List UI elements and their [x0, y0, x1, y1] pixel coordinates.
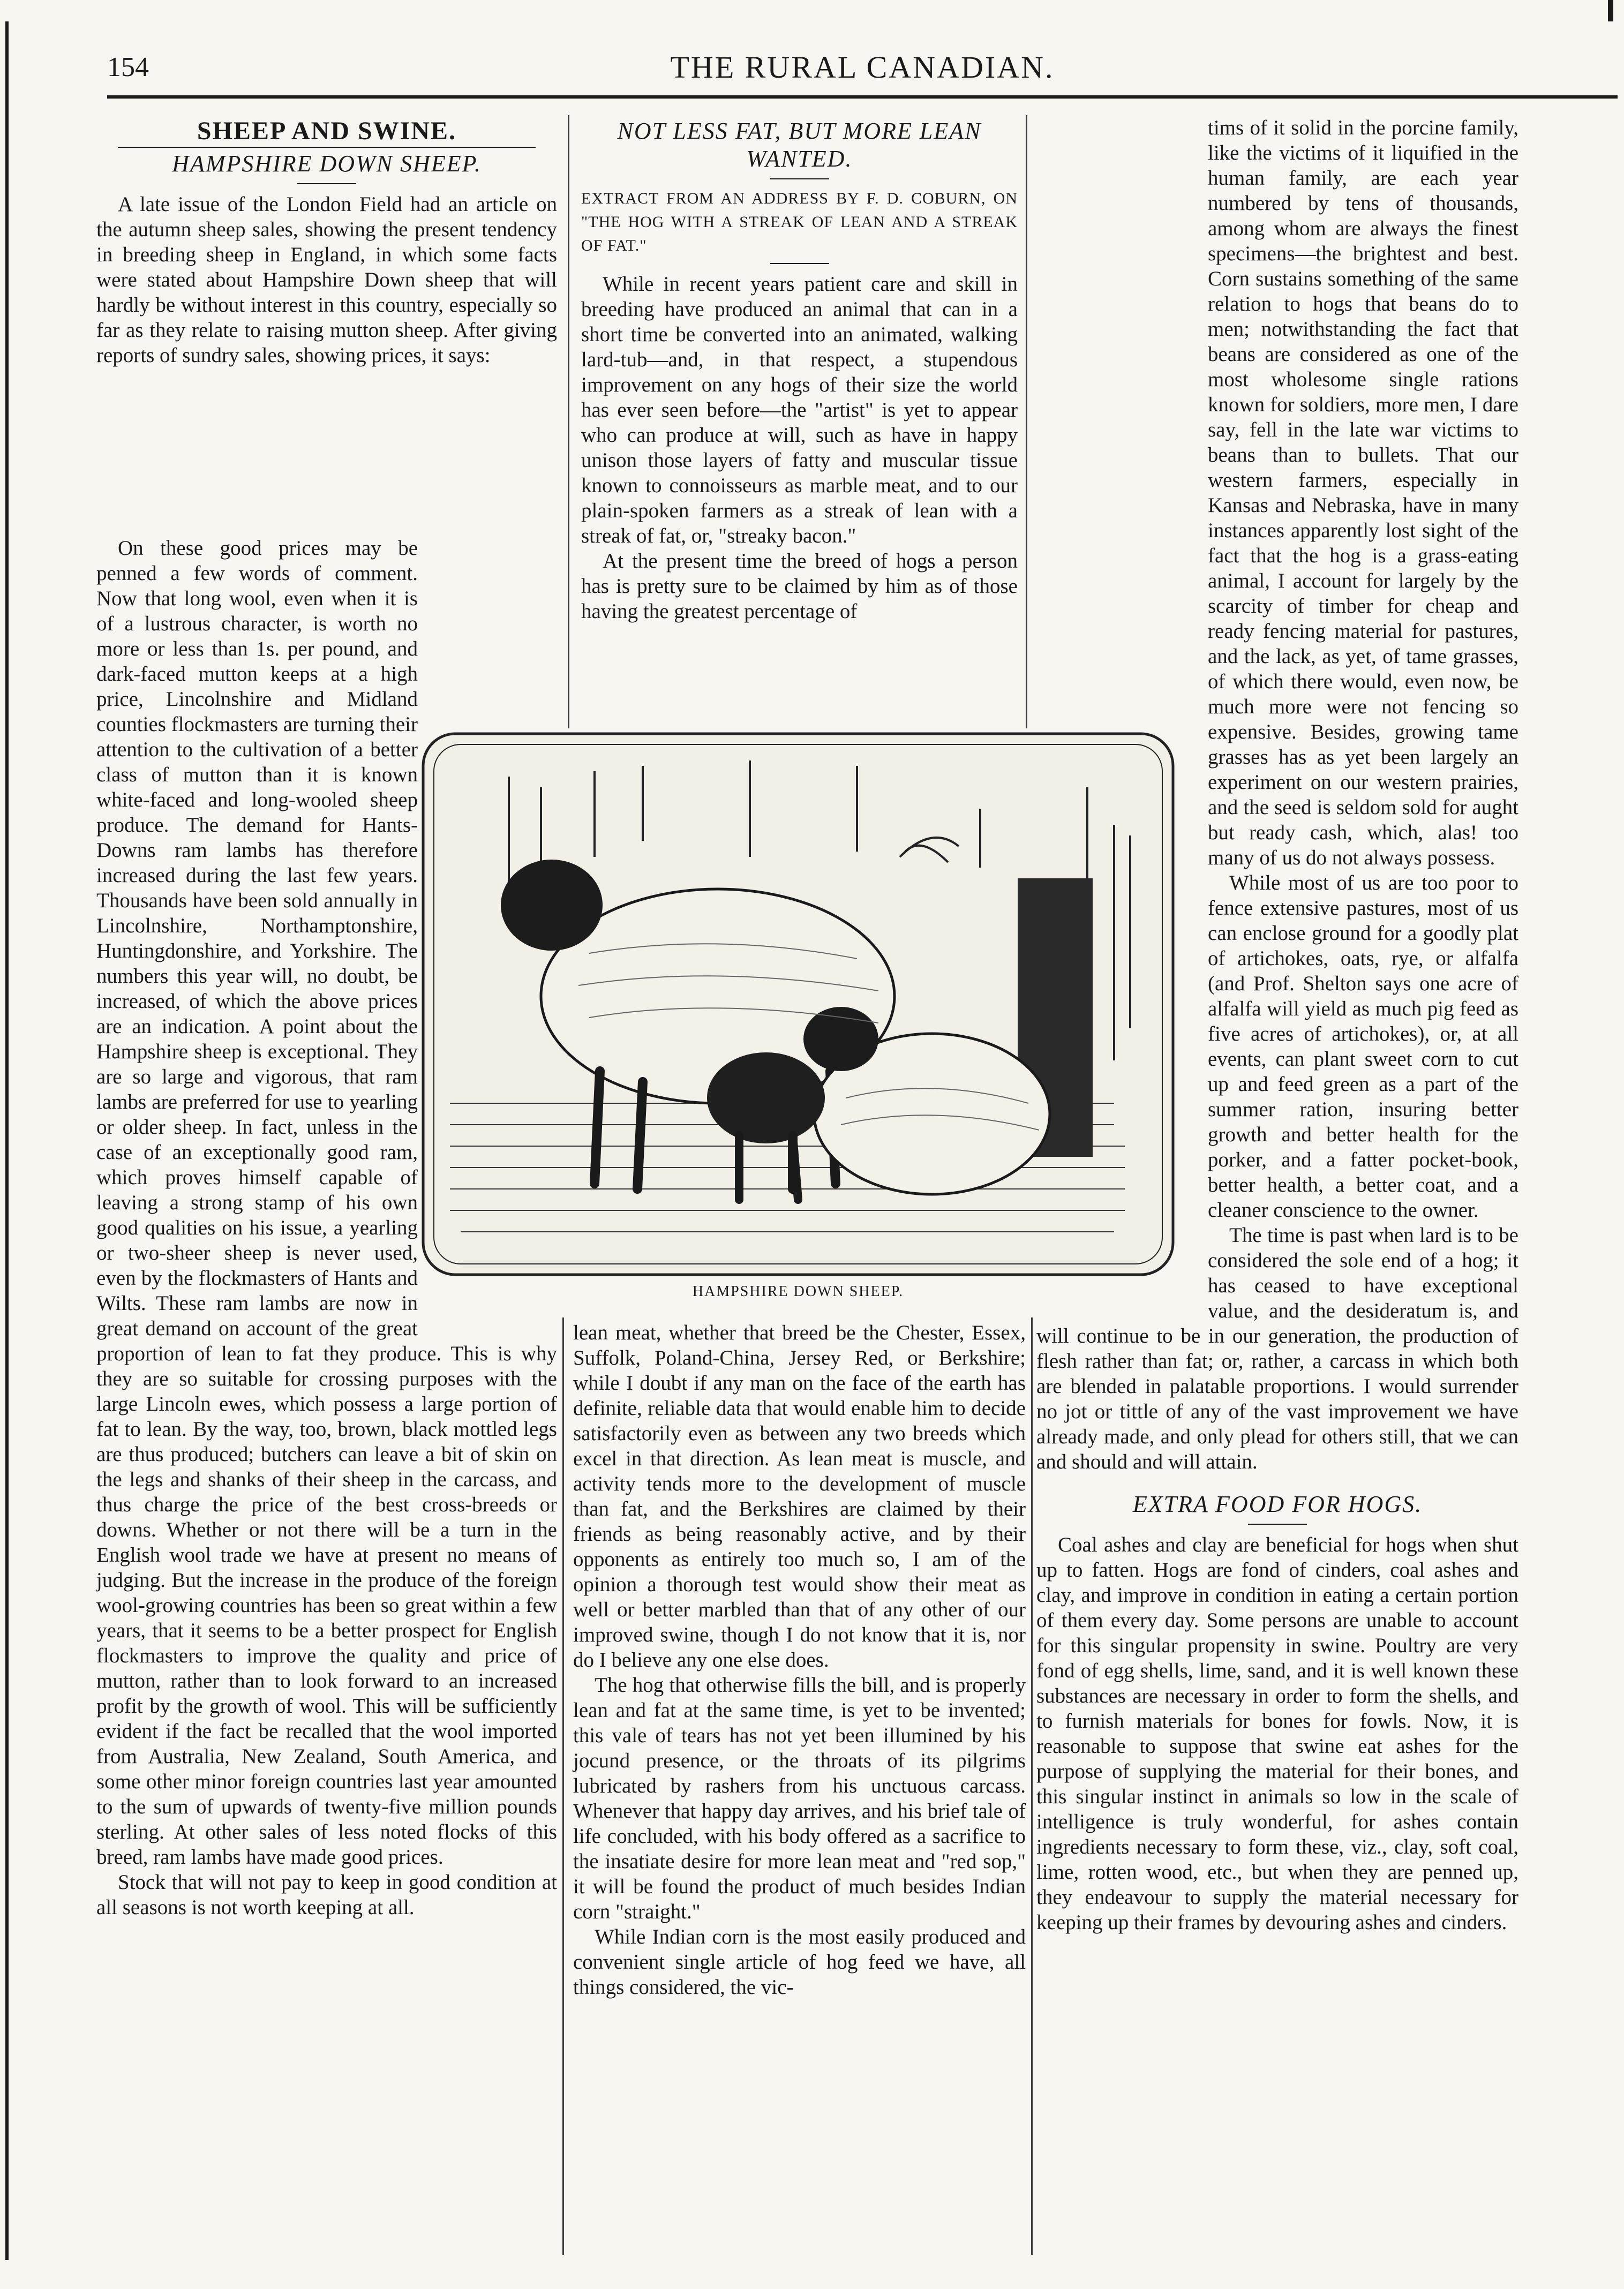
sheep-engraving-image — [418, 728, 1178, 1280]
article-title-extra-food: EXTRA FOOD FOR HOGS. — [1132, 1491, 1423, 1517]
paragraph: The time is past when lard is to be considered the sole end of a hog; it has ceased to have exceptional value, and the desideratum is, and will continue to be in our generation, the production of flesh rather than fat; or, rather, a carcass in which both are blended in palatable proportions. I would surrender no jot or tittle of any of the vast improvement we have already made, and only plead for others still, that we can and should and will attain. — [1036, 1224, 1518, 1473]
column-divider-1 — [568, 115, 569, 728]
section-rule — [118, 147, 536, 148]
title-rule — [1248, 1524, 1307, 1525]
title-rule — [770, 178, 829, 179]
paragraph: The hog that otherwise fills the bill, and is properly lean and fat at the same time, is yet to be invented; this vale of tears has not yet been illumined by his jocund presence, or the throats of its pilgrims lubricated by rashers from his unctuous carcass. Whenever that happy day arrives, and his brief tale of life concluded, with his body offered as a sacrifice to the insatiate desire for more lean meat and "red sop," it will be found the product of much besides Indian corn "straight." — [573, 1674, 1026, 1923]
paragraph: While most of us are too poor to fence extensive pastures, most of us can enclose ground for a goodly plat of artichokes, oats, rye, or alfalfa (and Prof. Shelton says one acre of alfalfa will yield as much pig feed as five acres of artichokes), or, at all events, can plant sweet corn to cut up and feed green as a part of the summer ration, insuring better growth and better health for the porker, and a fatter pocket-book, better health, a better coat, and a cleaner conscience to the owner. — [1208, 871, 1518, 1222]
running-title: THE RURAL CANADIAN. — [670, 50, 1055, 85]
section-title: SHEEP AND SWINE. — [197, 117, 457, 145]
paragraph: At the present time the breed of hogs a person has is pretty sure to be claimed by him as of those having the greatest percentage of — [581, 549, 1018, 623]
paragraph: A late issue of the London Field had an article on the autumn sheep sales, showing the present tendency in breeding sheep in England, in which some facts were stated about Hampshire Down sheep that will hardly be without interest in this country, especially so far as they relate to raising mutton sheep. After giving reports of sundry sales, showing prices, it says: — [96, 193, 557, 367]
comment-paragraph: On these good prices may be penned a few words of comment. Now that long wool, even when it is of a lustrous character, is worth no more or less than 1s. per pound, and dark-faced mutton keeps at a high price, Lincolnshire and Midland counties flockmasters are turning their attention to the cultivation of a better class of mutton than it is known white-faced and long-wooled sheep produce. The demand for Hants-Downs ram lambs has therefore increased during the last few years. Thousands have been sold annually in Lincolnshire, Northamptonshire, Huntingdonshire, and Yorkshire. The numbers this year will, no doubt, be increased, of which the above prices are an indication. A point about the Hampshire sheep is exceptional. They are so large and vigorous, that ram lambs are preferred for use to yearling or older sheep. In fact, unless in the case of an exceptionally good ram, which proves himself capable of leaving a strong stamp of his own good qualities on his issue, a yearling or two-sheer sheep is never used, even by the flockmasters of Hants and Wilts. These ram lambs are now in great demand on account of the great proportion of lean to fat they produce. This is why they are so suitable for crossing purposes with the large Lincoln ewes, which possess a large portion of fat to lean. By the way, too, brown, black mottled legs are thus produced; butchers can leave a bit of skin on the legs and shanks of their sheep in the carcass, and thus charge the price of the best cross-breeds or downs. Whether or not there will be a turn in the English wool trade we have at present no means of judging. But the increase in the produce of the foreign wool-growing countries has been so great within a few years, that it seems to be a better prospect for English flockmasters to improve the quality and price of mutton, rather than to look forward to an increased profit by the growth of wool. This will be sufficiently evident if the fact be recalled that the wool imported from Australia, New Zealand, South America, and some other minor foreign countries last year amounted to the sum of upwards of twenty-five million pounds sterling. At other sales of less noted flocks of this breed, ram lambs have made good prices. — [96, 537, 557, 1869]
figure-caption: HAMPSHIRE DOWN SHEEP. — [692, 1283, 904, 1300]
paragraph: While Indian corn is the most easily produced and convenient single article of hog feed we have, all things considered, the vic- — [573, 1925, 1026, 1999]
paragraph: Coal ashes and clay are beneficial for hogs when shut up to fatten. Hogs are fond of cinders, coal ashes and clay, and improve in condition in eating a certain portion of them every day. Some persons are unable to account for this singular propensity in swine. Poultry are very fond of egg shells, lime, sand, and it is well known these substances are necessary in order to form the shells, and to furnish materials for bones for fowls. Now, it is reasonable to suppose that swine eat ashes for the purpose of supplying the material for their bones, and this singular instinct in animals so low in the scale of intelligence is truly wonderful, for ashes contain ingredients necessary to form these, viz., clay, soft coal, lime, rotten wood, etc., but when they are penned up, they endeavour to supply the material necessary for keeping up their frames by devouring ashes and cinders. — [1036, 1533, 1518, 1934]
extract-note: EXTRACT FROM AN ADDRESS BY F. D. COBURN, ON "THE HOG WITH A STREAK OF LEAN AND A STREAK OF FAT." — [581, 190, 1018, 254]
page-corner-mark — [1608, 0, 1613, 21]
paragraph: tims of it solid in the porcine family, like the victims of it liquified in the human family, are each year numbered by tens of thousands, among whom are always the finest specimens—the brightest and best. Corn sustains something of the same relation to hogs that beans do to men; notwithstanding the fact that beans are considered as one of the most wholesome single rations known for soldiers, more men, I dare say, fell in the late war victims to beans than to bullets. That our western farmers, especially in Kansas and Nebraska, have in many instances apparently lost sight of the fact that the hog is a grass-eating animal, I account for largely by the scarcity of timber for cheap and ready fencing material for pastures, and the lack, as yet, of tame grasses, of which there would, even now, be much more were not fencing so expensive. Besides, growing tame grasses has as yet been largely an experiment on our western prairies, and the seed is seldom sold for aught but ready cash, which, alas! too many of us do not always possess. — [1208, 116, 1518, 869]
column-2-top — [581, 115, 1018, 624]
article-title-lean: NOT LESS FAT, BUT MORE LEAN WANTED. — [617, 118, 982, 172]
page-number: 154 — [107, 52, 149, 82]
stock-note: Stock that will not pay to keep in good condition at all seasons is not worth keeping at all. — [96, 1871, 557, 1919]
column-divider-1-lower — [562, 1317, 564, 2255]
page-edge-line — [5, 21, 9, 2260]
page-header — [107, 47, 1618, 90]
sheep-illustration — [418, 728, 1178, 1317]
paragraph: While in recent years patient care and skill in breeding have produced an animal that can in a short time be converted into an animated, walking lard-tub—and, in that respect, a stupendous improvement on any hogs of their size the world has ever seen before—the "artist" is yet to appear who can produce at will, such as have in happy unison those layers of fatty and muscular tissue known to connoisseurs as marble meat, and to our plain-spoken farmers as a streak of lean with a streak of fat, or, "streaky bacon." — [581, 273, 1018, 547]
column-2-bottom — [573, 1320, 1026, 2000]
title-rule — [297, 183, 356, 184]
extract-rule — [770, 263, 829, 264]
column-1-top — [96, 115, 557, 368]
paragraph: lean meat, whether that breed be the Chester, Essex, Suffolk, Poland-China, Jersey Red, or Berkshire; while I doubt if any man on the face of the earth has definite, reliable data that would enable him to decide satisfactorily even as between any two breeds which excel in that direction. As lean meat is muscle, and activity tends more to the development of muscle than fat, and the Berkshires are claimed by their friends as being reasonably active, and by their opponents as entirely too much so, I am of the opinion a thorough test would show their meat as well or better marbled than that of any other of our improved swine, though I do not know that it is, nor do I believe any one else does. — [573, 1321, 1026, 1671]
article-title-hampshire: HAMPSHIRE DOWN SHEEP. — [172, 150, 482, 177]
column-divider-2 — [1026, 115, 1027, 728]
header-rule — [107, 95, 1618, 99]
column-divider-2-lower — [1031, 1317, 1033, 2255]
